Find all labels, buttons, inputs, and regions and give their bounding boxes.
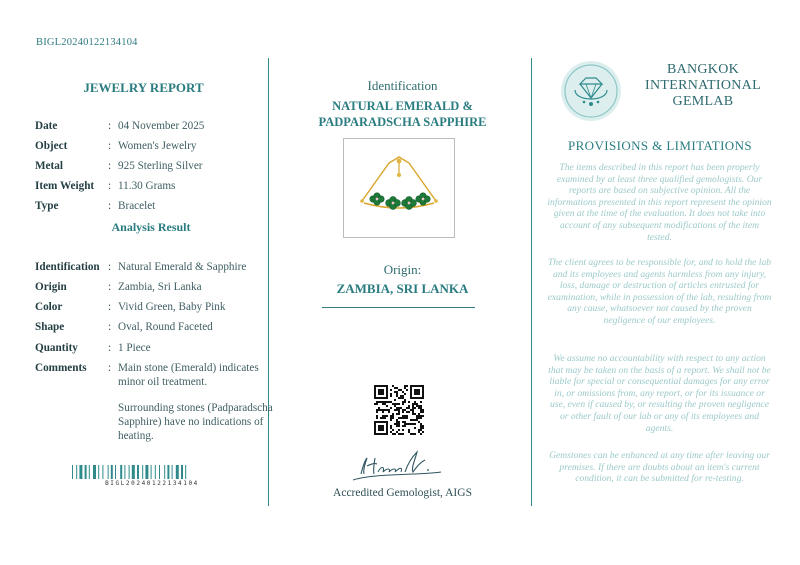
field-label: Date — [35, 120, 58, 132]
provisions-paragraph-1: The items described in this report has been properly examined by at least three qualified gemologists. Our reports are based on subjective opinion. All the informations presented in this report represent the opinion given at the time of the evaluation. It does not take into account of any subsequent modifications of the item tested. — [547, 162, 772, 243]
field-colon: : — [108, 301, 112, 313]
provisions-paragraph-2: The client agrees to be responsible for, and to hold the lab and its employees and agents harmless from any injury, loss, damage or destruction of articles entrusted for examination, while in possession of the lab, resulting from any cause, whatsoever not caused by the proven negligence of our employees. — [547, 257, 772, 326]
field-label: Item Weight — [35, 180, 95, 192]
identification-line-1: NATURAL EMERALD & — [332, 99, 473, 113]
origin-label: Origin: — [383, 262, 422, 277]
field-colon: : — [108, 180, 112, 192]
lab-name — [628, 62, 778, 110]
comments-text-1: Main stone (Emerald) indicates minor oil treatment. — [118, 362, 259, 388]
identification-value — [280, 98, 525, 130]
gemologist-signature — [345, 450, 445, 486]
gemologist-title: Accredited Gemologist, AIGS — [333, 487, 472, 499]
field-value: Women's Jewelry — [118, 140, 197, 152]
origin-value: ZAMBIA, SRI LANKA — [336, 281, 469, 296]
analysis-title: Analysis Result — [111, 220, 191, 234]
field-value: Oval, Round Faceted — [118, 321, 213, 333]
field-label: Identification — [35, 261, 100, 273]
field-colon: : — [108, 281, 112, 293]
field-label: Comments — [35, 362, 87, 374]
field-colon: : — [108, 362, 112, 374]
field-value: 04 November 2025 — [118, 120, 205, 132]
field-colon: : — [108, 321, 112, 333]
field-value: 925 Sterling Silver — [118, 160, 203, 172]
field-value: Zambia, Sri Lanka — [118, 281, 202, 293]
provisions-title: PROVISIONS & LIMITATIONS — [567, 138, 753, 153]
field-value: Bracelet — [118, 200, 156, 212]
field-colon: : — [108, 200, 112, 212]
field-colon: : — [108, 342, 112, 354]
lab-name-line-1: BANGKOK — [666, 62, 740, 77]
field-colon: : — [108, 120, 112, 132]
field-colon: : — [108, 261, 112, 273]
field-value: Natural Emerald & Sapphire — [118, 261, 247, 273]
gemlab-logo-icon — [560, 60, 622, 122]
field-colon: : — [108, 160, 112, 172]
barcode — [72, 465, 232, 479]
field-label: Origin — [35, 281, 67, 293]
barcode-text: BIGL20240122134104 — [105, 480, 199, 487]
identification-line-2: PADPARADSCHA SAPPHIRE — [318, 115, 487, 129]
field-value: 11.30 Grams — [118, 180, 176, 192]
field-colon: : — [108, 140, 112, 152]
divider-right — [531, 58, 532, 506]
field-label: Shape — [35, 321, 65, 333]
bracelet-photo — [343, 138, 455, 238]
report-number: BIGL20240122134104 — [36, 37, 138, 48]
field-label: Metal — [35, 160, 63, 172]
provisions-paragraph-3: We assume no accountability with respect to any action that may be taken on the basis of a report. We shall not be liable for special or consequential damages for any error in, or omissions from, any report, or for its issuance or use, even if caused by, or resulting the proven negligence or other fault of our lab or any of its employees and agents. — [548, 353, 771, 434]
lab-name-line-3: GEMLAB — [672, 94, 734, 109]
field-label: Quantity — [35, 342, 78, 354]
report-title: JEWELRY REPORT — [83, 80, 204, 95]
qr-code — [374, 385, 424, 435]
field-label: Object — [35, 140, 68, 152]
field-label: Type — [35, 200, 59, 212]
field-value: 1 Piece — [118, 342, 151, 354]
comments-text-2: Surrounding stones (Padparadscha Sapphire) have no indications of heating. — [118, 402, 273, 442]
lab-name-line-2: INTERNATIONAL — [645, 78, 761, 93]
field-label: Color — [35, 301, 63, 313]
provisions-paragraph-4: Gemstones can be enhanced at any time after leaving our premises. If there are doubts about an item's current condition, it can be submitted for re-testing. — [549, 450, 770, 485]
origin-divider — [322, 307, 475, 308]
field-value: Vivid Green, Baby Pink — [118, 301, 226, 313]
identification-label: Identification — [367, 78, 438, 93]
